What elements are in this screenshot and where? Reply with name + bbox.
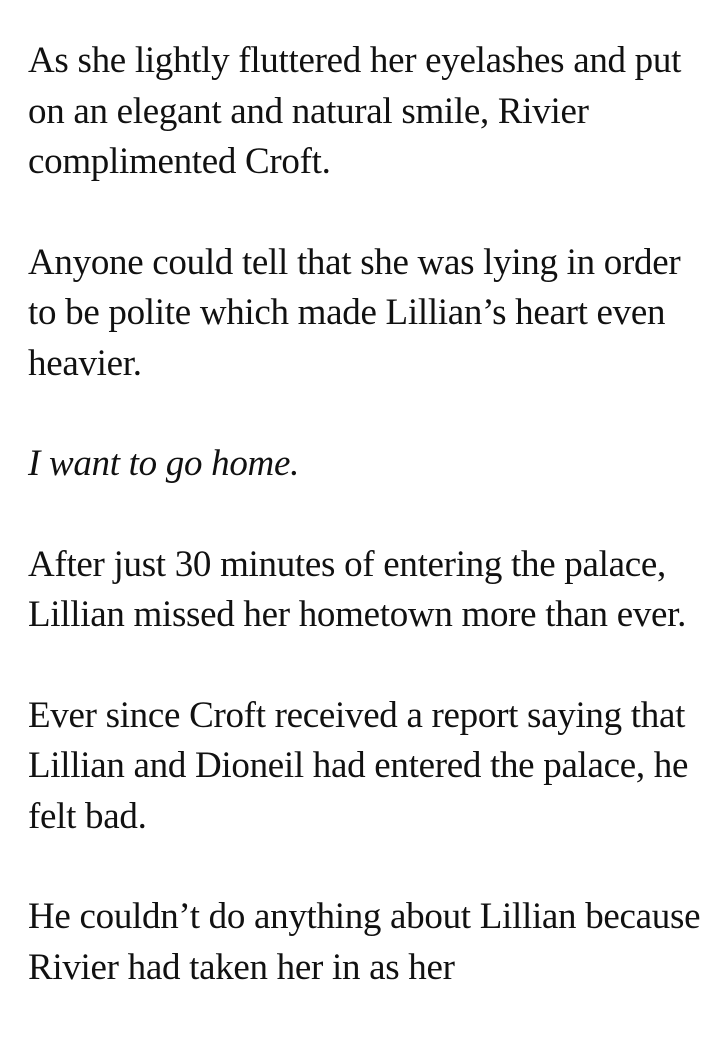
paragraph-2: Anyone could tell that she was lying in order to be polite which made Lillian’s heart even heavier. [28,241,681,384]
paragraph-1: As she lightly fluttered her eyelashes and put on an elegant and natural smile, Rivier complimented Croft. [28,40,682,182]
paragraph-3-italic-thought: I want to go home. [28,443,300,484]
paragraph-6: He couldn’t do anything about Lillian because Rivier had taken her in as her [28,896,701,988]
paragraph-5: Ever since Croft received a report saying that Lillian and Dioneil had entered the palace, he felt bad. [28,694,689,837]
document-page [28,36,708,1043]
paragraph-4: After just 30 minutes of entering the palace, Lillian missed her hometown more than ever. [28,543,687,635]
